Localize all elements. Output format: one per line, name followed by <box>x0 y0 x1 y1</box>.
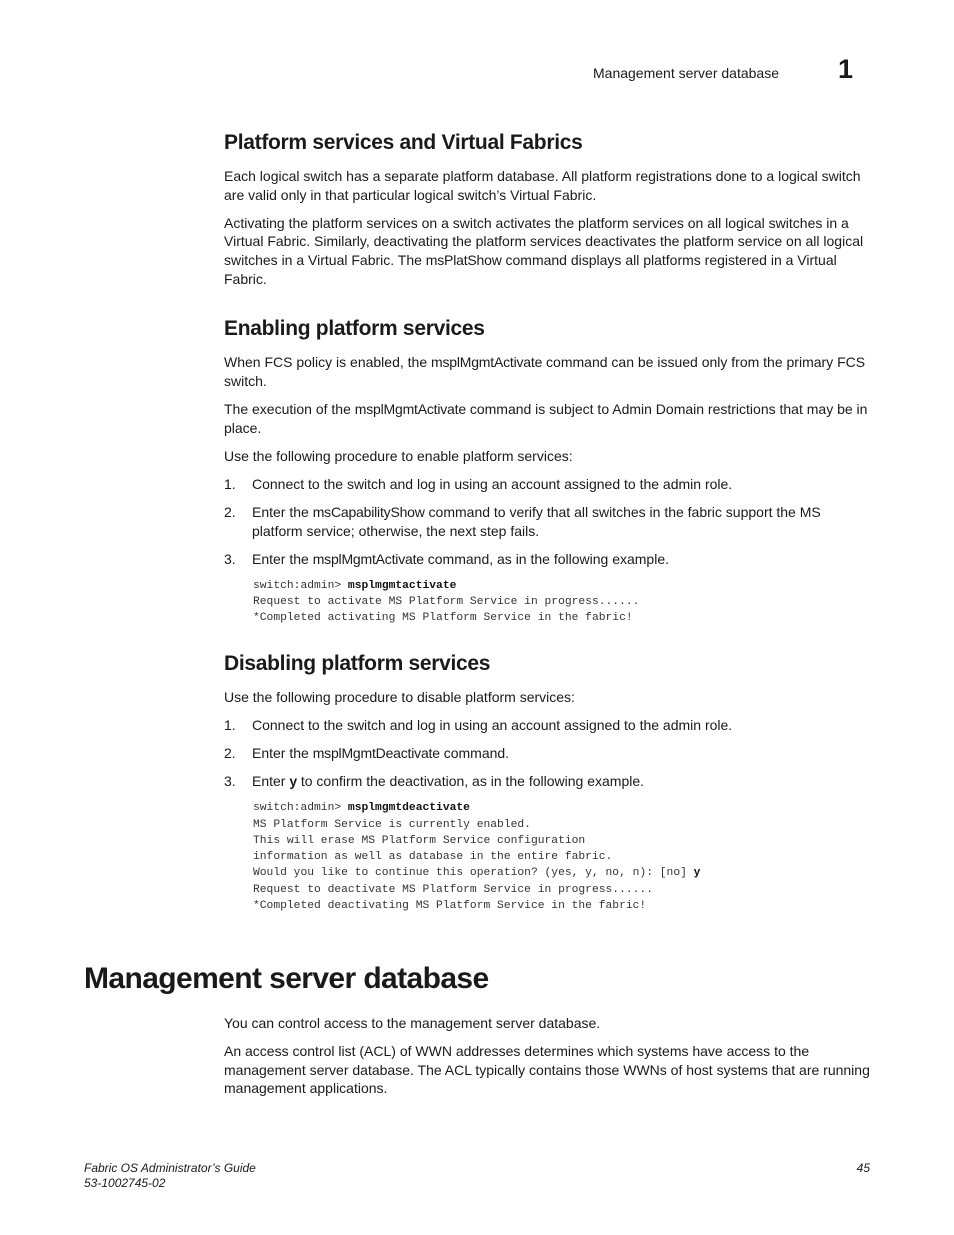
code-example: switch:admin> msplmgmtdeactivate MS Platform Service is currently enabled. This will erase MS Platform Service configuration information as well as database in the entire fabric. Would you like to continue this operation? (yes, y, no, n): [no] y Request to deactivate MS Platform Service in progress...... *Completed deactivating MS Platform Service in the fabric! <box>253 802 701 913</box>
footer-doc-number: 53-1002745-02 <box>84 1176 166 1190</box>
paragraph: An access control list (ACL) of WWN addresses determines which systems have access to the management server database. The ACL typically contains those WWNs of host systems that are running management applications. <box>224 1043 870 1097</box>
command-name: msplMgmtActivate <box>312 550 424 567</box>
section-management-server-database <box>224 1014 870 1107</box>
paragraph: When FCS policy is enabled, the msplMgmtActivate command can be issued only from the primary FCS switch. <box>224 354 866 390</box>
code-example: switch:admin> msplmgmtactivate Request to activate MS Platform Service in progress...... *Completed activating MS Platform Service in the fabric! <box>253 579 640 625</box>
chapter-section-title: Management server database <box>84 962 489 995</box>
paragraph: Use the following procedure to disable platform services: <box>224 688 575 705</box>
section-enabling-platform-services <box>224 316 870 626</box>
list-item: 1. Connect to the switch and log in using an account assigned to the admin role. <box>224 475 733 492</box>
section-heading: Disabling platform services <box>224 651 491 675</box>
procedure-steps <box>224 475 870 568</box>
procedure-steps <box>224 716 870 791</box>
footer-guide-title: Fabric OS Administrator’s Guide <box>84 1161 256 1175</box>
chapter-number: 1 <box>838 54 854 84</box>
section-heading: Platform services and Virtual Fabrics <box>224 131 583 154</box>
section-disabling-platform-services <box>224 651 870 915</box>
list-item: 1. Connect to the switch and log in using an account assigned to the admin role. <box>224 716 733 733</box>
command-name: msplMgmtDeactivate <box>312 745 440 762</box>
list-item: 2. Enter the msCapabilityShow command to verify that all switches in the fabric support the MS platform service; otherwise, the next step fails. <box>224 504 821 539</box>
command-name: msplMgmtActivate <box>431 354 543 371</box>
command-name: y <box>289 773 297 790</box>
paragraph: Use the following procedure to enable platform services: <box>224 447 573 464</box>
command-name: msplMgmtActivate <box>354 401 466 418</box>
section-platform-virtual-fabrics <box>224 130 870 288</box>
main-content <box>224 130 870 914</box>
list-item: 3. Enter the msplMgmtActivate command, as in the following example. <box>224 550 669 567</box>
code-answer: y <box>693 867 701 880</box>
page-number: 45 <box>856 1161 870 1175</box>
list-item: 2. Enter the msplMgmtDeactivate command. <box>224 745 510 762</box>
paragraph: You can control access to the management server database. <box>224 1015 601 1031</box>
code-command: msplmgmtactivate <box>347 579 457 592</box>
command-name: msPlatShow <box>425 252 502 269</box>
section-heading: Enabling platform services <box>224 317 485 341</box>
paragraph: Each logical switch has a separate platform database. All platform registrations done to a logical switch are valid only in that particular logical switch’s Virtual Fabric. <box>224 168 861 203</box>
code-command: msplmgmtdeactivate <box>347 802 470 815</box>
list-item: 3. Enter y to confirm the deactivation, as in the following example. <box>224 773 645 790</box>
paragraph: The execution of the msplMgmtActivate command is subject to Admin Domain restrictions that may be in place. <box>224 401 868 436</box>
paragraph: Activating the platform services on a switch activates the platform services on all logical switches in a Virtual Fabric. Similarly, deactivating the platform services deactivates the platform service on all logical switches in a Virtual Fabric. The msPlatShow command displays all platforms registered in a Virtual Fabric. <box>224 214 864 287</box>
footer-document-info <box>84 1161 256 1191</box>
command-name: msCapabilityShow <box>312 504 425 520</box>
running-header-title: Management server database <box>593 65 779 81</box>
